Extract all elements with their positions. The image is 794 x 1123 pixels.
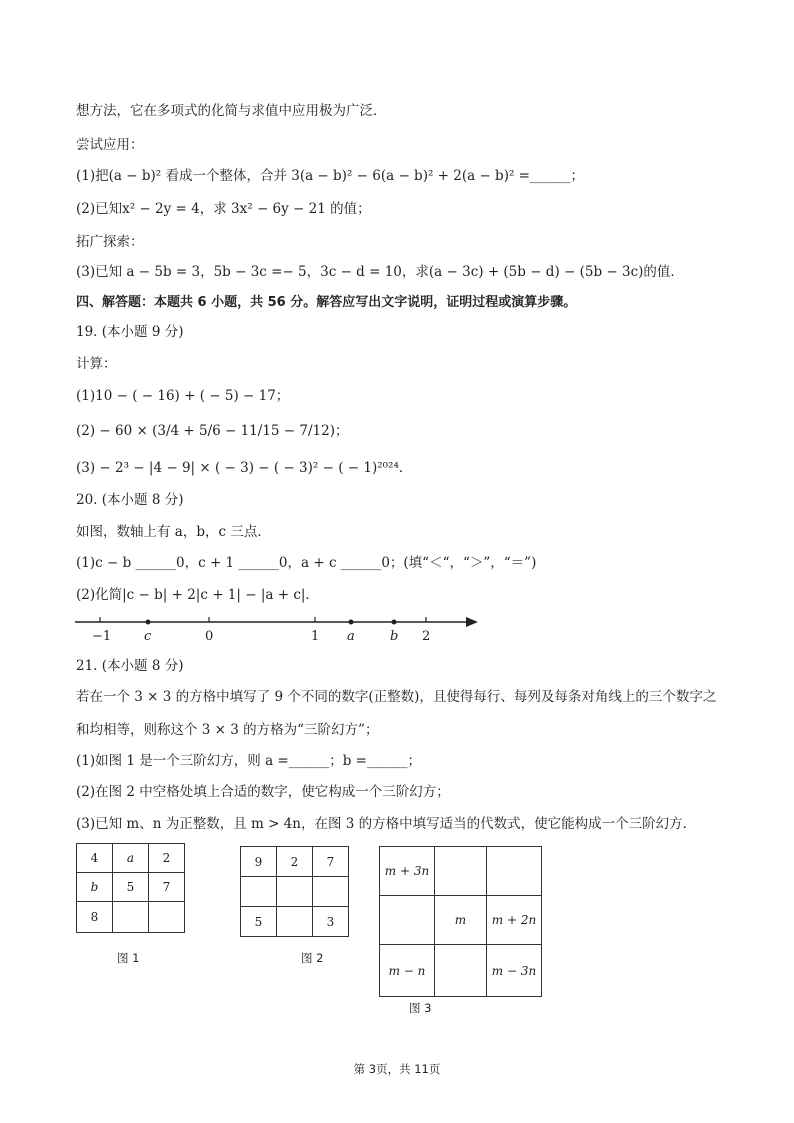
question-part-1: (1)10 − ( − 16) + ( − 5) − 17；: [76, 388, 290, 404]
question-part-2: (2)在图 2 中空格处填上合适的数字，使它构成一个三阶幻方；: [76, 784, 450, 800]
figure-caption: 图 1: [117, 951, 140, 965]
grid-cell: m − 3n: [487, 945, 542, 997]
grid-cell: [435, 945, 487, 997]
question-part-1: (1)c − b ______0，c + 1 ______0，a + c ______0；(填“＜“，“＞”，“＝”): [76, 555, 537, 571]
tick-label: 2: [422, 629, 431, 644]
grid-cell: 5: [113, 873, 149, 902]
question-part-1: (1)把(a − b)² 看成一个整体，合并 3(a − b)² − 6(a − b)² + 2(a − b)² =______；: [76, 168, 584, 184]
grid-cell: 7: [313, 847, 349, 877]
grid-cell: m − n: [380, 945, 435, 997]
text-line: 若在一个 3 × 3 的方格中填写了 9 个不同的数字(正整数)，且使得每行、每列及每条对角线上的三个数字之: [76, 689, 717, 705]
grid-cell: [277, 877, 313, 907]
question-part-1: (1)如图 1 是一个三阶幻方，则 a =______；b =______；: [76, 753, 421, 769]
text-line: 想方法，它在多项式的化简与求值中应用极为广泛．: [76, 103, 387, 119]
grid-cell: [487, 847, 542, 896]
text-line: 计算：: [76, 356, 117, 372]
question-part-3: (3) − 2³ − |4 − 9| × ( − 3) − ( − 3)² − ( − 1)²⁰²⁴．: [76, 460, 413, 476]
grid-cell: m + 2n: [487, 896, 542, 945]
grid-cell: [435, 847, 487, 896]
text-line: 和均相等，则称这个 3 × 3 的方格为“三阶幻方”；: [76, 722, 379, 738]
magic-square-figure-2: [240, 846, 349, 937]
grid-cell: [241, 877, 277, 907]
question-part-2: (2)化简|c − b| + 2|c + 1| − |a + c|．: [76, 587, 319, 603]
question-part-3: (3)已知 m、n 为正整数，且 m > 4n，在图 3 的方格中填写适当的代数式，使它能构成一个三阶幻方．: [76, 816, 697, 832]
grid-cell: 3: [313, 907, 349, 937]
grid-cell: [313, 877, 349, 907]
figure-caption: 图 2: [301, 951, 324, 965]
figure-caption: 图 3: [409, 1001, 432, 1015]
tick-label: 0: [205, 629, 214, 644]
page-footer: 第 3页，共 11页: [353, 1062, 441, 1076]
magic-square-figure-3: [379, 846, 542, 997]
grid-cell: 4: [77, 844, 113, 873]
grid-cell: [380, 896, 435, 945]
grid-cell: 2: [277, 847, 313, 877]
text-line: 尝试应用：: [76, 137, 144, 153]
grid-cell: m + 3n: [380, 847, 435, 896]
tick-label: −1: [92, 629, 112, 644]
question-header-21: 21. (本小题 8 分): [76, 658, 184, 674]
magic-square-figure-1: [76, 843, 185, 933]
text-line: 如图，数轴上有 a，b，c 三点．: [76, 524, 271, 540]
grid-cell: 5: [241, 907, 277, 937]
point-label-b: b: [390, 629, 399, 644]
grid-cell: 8: [77, 902, 113, 933]
grid-cell: m: [435, 896, 487, 945]
text-line: 拓广探索：: [76, 234, 144, 250]
grid-cell: 7: [149, 873, 185, 902]
question-part-3: (3)已知 a − 5b = 3，5b − 3c =− 5，3c − d = 10，求(a − 3c) + (5b − d) − (5b − 3c)的值．: [76, 264, 684, 280]
grid-cell: b: [77, 873, 113, 902]
section-heading: 四、解答题：本题共 6 小题，共 56 分。解答应写出文字说明，证明过程或演算步骤。: [76, 295, 577, 310]
grid-cell: 2: [149, 844, 185, 873]
grid-cell: [149, 902, 185, 933]
question-header-19: 19. (本小题 9 分): [76, 324, 184, 340]
grid-cell: 9: [241, 847, 277, 877]
grid-cell: a: [113, 844, 149, 873]
point-label-a: a: [347, 629, 355, 644]
question-part-2: (2) − 60 × (3/4 + 5/6 − 11/15 − 7/12)；: [76, 423, 349, 439]
number-line: [70, 608, 490, 648]
question-header-20: 20. (本小题 8 分): [76, 492, 184, 508]
grid-cell: [277, 907, 313, 937]
question-part-2: (2)已知x² − 2y = 4，求 3x² − 6y − 21 的值；: [76, 201, 371, 217]
tick-label: 1: [311, 629, 320, 644]
grid-cell: [113, 902, 149, 933]
point-label-c: c: [144, 629, 152, 644]
